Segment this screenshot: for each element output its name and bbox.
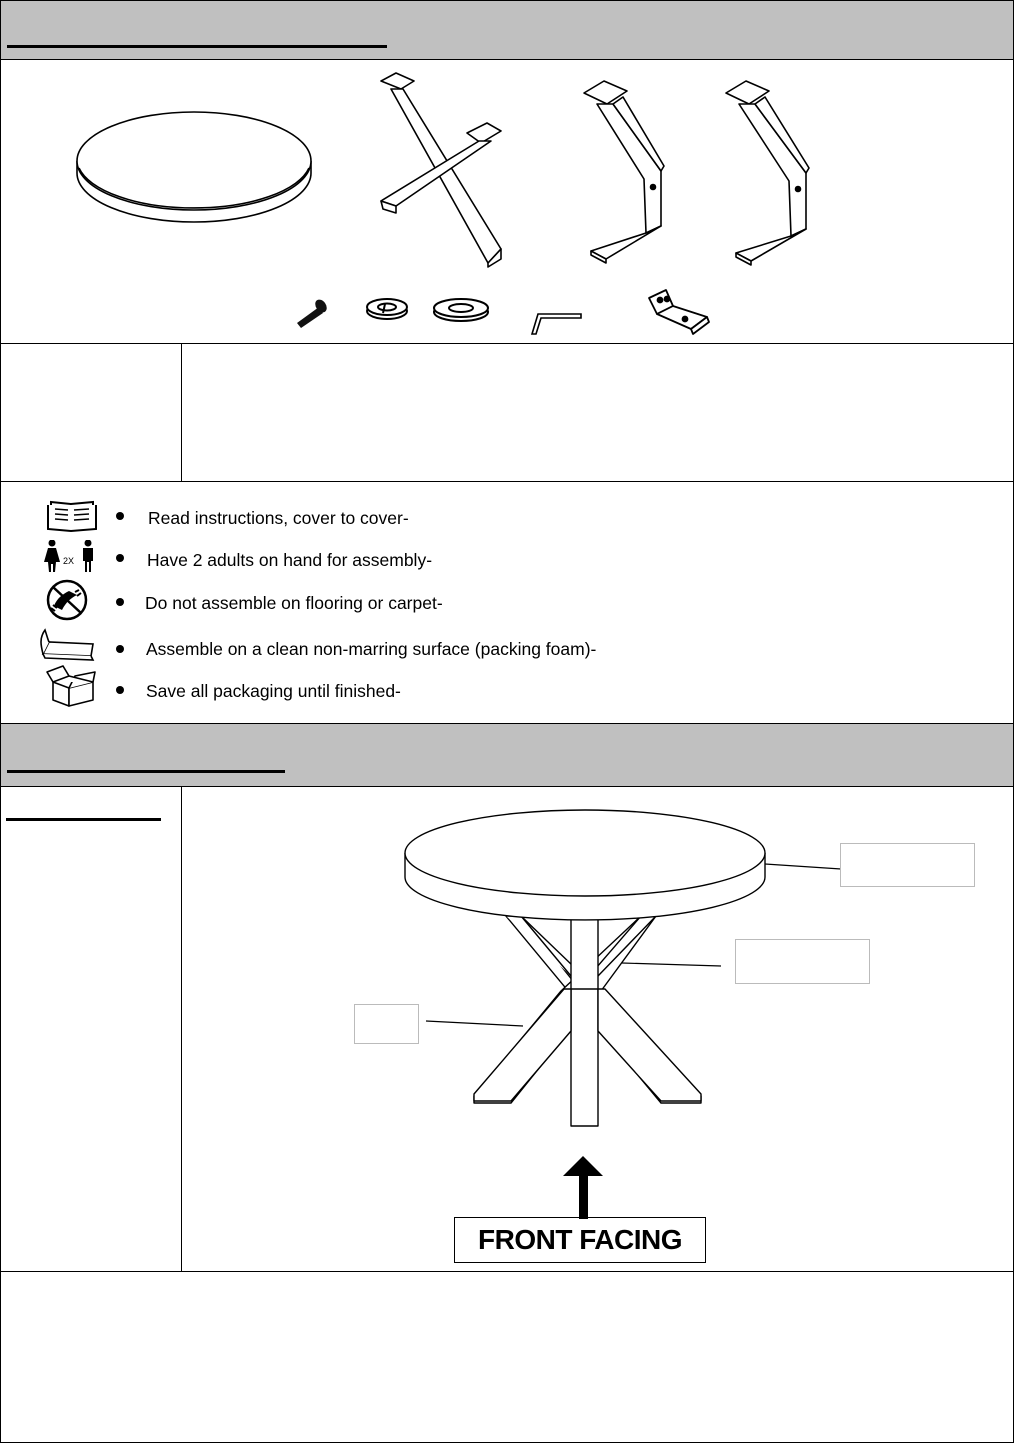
parts-header-band	[1, 1, 1013, 60]
packing-foam-icon	[37, 624, 97, 668]
tabletop-label-box	[840, 843, 975, 887]
parts-list-divider	[181, 344, 182, 481]
bent-leg-label-box	[354, 1004, 419, 1044]
parts-list-row	[1, 344, 1013, 482]
bent-leg-part-2	[726, 81, 809, 265]
front-arrow	[563, 1156, 603, 1219]
assembly-header-band	[1, 724, 1013, 787]
precaution-row	[1, 540, 901, 580]
box-icon	[45, 664, 105, 708]
bullet	[116, 645, 124, 653]
corner-bracket-part	[649, 290, 709, 334]
front-facing-label: FRONT FACING	[454, 1217, 706, 1263]
lock-washer-part	[367, 299, 407, 319]
precaution-text: Do not assemble on flooring or carpet-	[145, 593, 443, 613]
hardware-parts	[297, 290, 709, 334]
precaution-text: Read instructions, cover to cover-	[148, 508, 409, 528]
flat-washer-part	[434, 299, 488, 321]
table-top-part	[77, 112, 311, 222]
bolt-part	[297, 297, 329, 328]
bullet	[116, 598, 124, 606]
precaution-row	[1, 670, 901, 710]
no-carpet-icon	[37, 578, 97, 622]
allen-key-part	[532, 314, 581, 334]
bent-leg-part-1	[584, 81, 664, 263]
precaution-row	[1, 498, 901, 538]
two-adults-badge: 2X	[63, 556, 75, 566]
x-leg-label-box	[735, 939, 870, 984]
parts-illustration	[1, 60, 1013, 343]
bullet	[116, 554, 124, 562]
precaution-text: Save all packaging until finished-	[146, 681, 401, 701]
precaution-row	[1, 628, 901, 668]
parts-illustration-box	[1, 60, 1013, 344]
precautions-box	[1, 482, 1013, 724]
precaution-text: Assemble on a clean non-marring surface (packing foam)-	[146, 639, 597, 659]
x-leg-part	[381, 73, 501, 267]
assembly-header-underline	[7, 770, 285, 773]
bullet	[116, 686, 124, 694]
precaution-row	[1, 582, 901, 622]
read-instructions-icon	[37, 498, 97, 542]
notes-box	[1, 1272, 1013, 1442]
bullet	[116, 512, 124, 520]
precaution-text: Have 2 adults on hand for assembly-	[147, 550, 433, 570]
parts-header-underline	[7, 45, 387, 48]
